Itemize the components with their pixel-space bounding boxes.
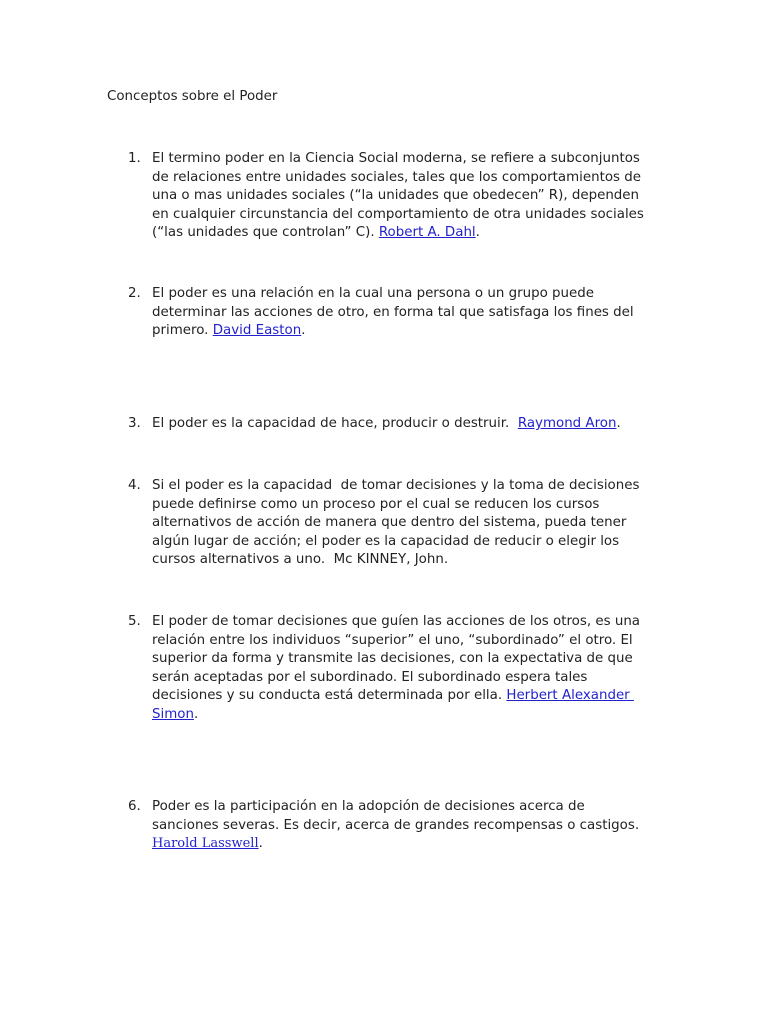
item-line: relación entre los individuos “superior” el uno, “subordinado” el otro. El (152, 632, 633, 648)
item-number: 5. (128, 614, 141, 629)
item-line: de relaciones entre unidades sociales, tales que los comportamientos de (152, 169, 641, 185)
item-text (152, 150, 668, 243)
author-link-dahl[interactable]: Robert A. Dahl (378, 225, 476, 241)
author-link-aron[interactable]: Raymond Aron (517, 416, 617, 431)
item-number: 4. (128, 478, 141, 493)
document-title: Conceptos sobre el Poder (107, 89, 278, 104)
item-suffix: . (475, 225, 480, 241)
item-text (152, 285, 668, 341)
item-line: alternativos de acción de manera que dentro del sistema, pueda tener (152, 515, 627, 531)
list-item (128, 150, 668, 243)
item-line: puede definirse como un proceso por el cual se reducen los cursos (152, 496, 600, 512)
item-suffix: . (193, 706, 199, 722)
item-text (152, 613, 668, 725)
item-line-last (152, 706, 668, 725)
item-text (152, 477, 668, 570)
item-line-prefix: decisiones y su conducta está determinada por ella. (152, 688, 507, 704)
item-line: una o mas unidades sociales (“la unidades que obedecen” R), dependen (152, 188, 640, 204)
item-suffix: . (258, 836, 263, 852)
author-link-lasswell[interactable]: Harold Lasswell (152, 836, 259, 852)
item-line: cursos alternativos a uno. Mc KINNEY, John. (152, 552, 449, 568)
item-text (152, 798, 668, 854)
item-line-prefix: primero. (152, 323, 213, 339)
list-item (128, 285, 668, 341)
item-line: algún lugar de acción; el poder es la capacidad de reducir o elegir los (152, 533, 620, 549)
item-line: sanciones severas. Es decir, acerca de grandes recompensas o castigos. (152, 817, 640, 833)
item-line-prefix: (“las unidades que controlan” C). (152, 225, 379, 241)
list-item (128, 613, 668, 725)
item-line-prefix: El poder es la capacidad de hace, producir o destruir. (152, 416, 518, 431)
item-line: El poder es una relación en la cual una persona o un grupo puede (152, 286, 595, 301)
item-text (152, 415, 668, 434)
item-line-with-link (152, 687, 668, 706)
item-number: 3. (128, 416, 141, 431)
author-link-simon-continued[interactable]: Simon (152, 706, 194, 722)
item-line: El termino poder en la Ciencia Social moderna, se refiere a subconjuntos (152, 151, 640, 166)
author-link-easton[interactable]: David Easton (212, 323, 302, 339)
item-line-last (152, 224, 668, 243)
item-line: Poder es la participación en la adopción de decisiones acerca de (152, 799, 585, 814)
item-suffix: . (301, 323, 306, 339)
item-line: serán aceptadas por el subordinado. El subordinado espera tales (152, 669, 588, 685)
item-line: en cualquier circunstancia del comportamiento de otra unidades sociales (152, 206, 644, 222)
author-link-simon[interactable]: Herbert Alexander (506, 688, 634, 704)
item-line-last (152, 835, 668, 854)
item-line-last (152, 322, 668, 341)
item-line: El poder de tomar decisiones que guíen las acciones de los otros, es una (152, 614, 641, 629)
item-line-last (152, 415, 668, 434)
item-line: superior da forma y transmite las decisiones, con la expectativa de que (152, 651, 633, 667)
item-suffix: . (616, 416, 621, 431)
item-number: 6. (128, 799, 141, 814)
list-item (128, 798, 668, 854)
list-item (128, 477, 668, 570)
item-line: Si el poder es la capacidad de tomar decisiones y la toma de decisiones (152, 478, 640, 493)
item-line: determinar las acciones de otro, en forma tal que satisfaga los fines del (152, 304, 634, 320)
item-number: 1. (128, 151, 141, 166)
list-item (128, 415, 668, 434)
item-number: 2. (128, 286, 141, 301)
